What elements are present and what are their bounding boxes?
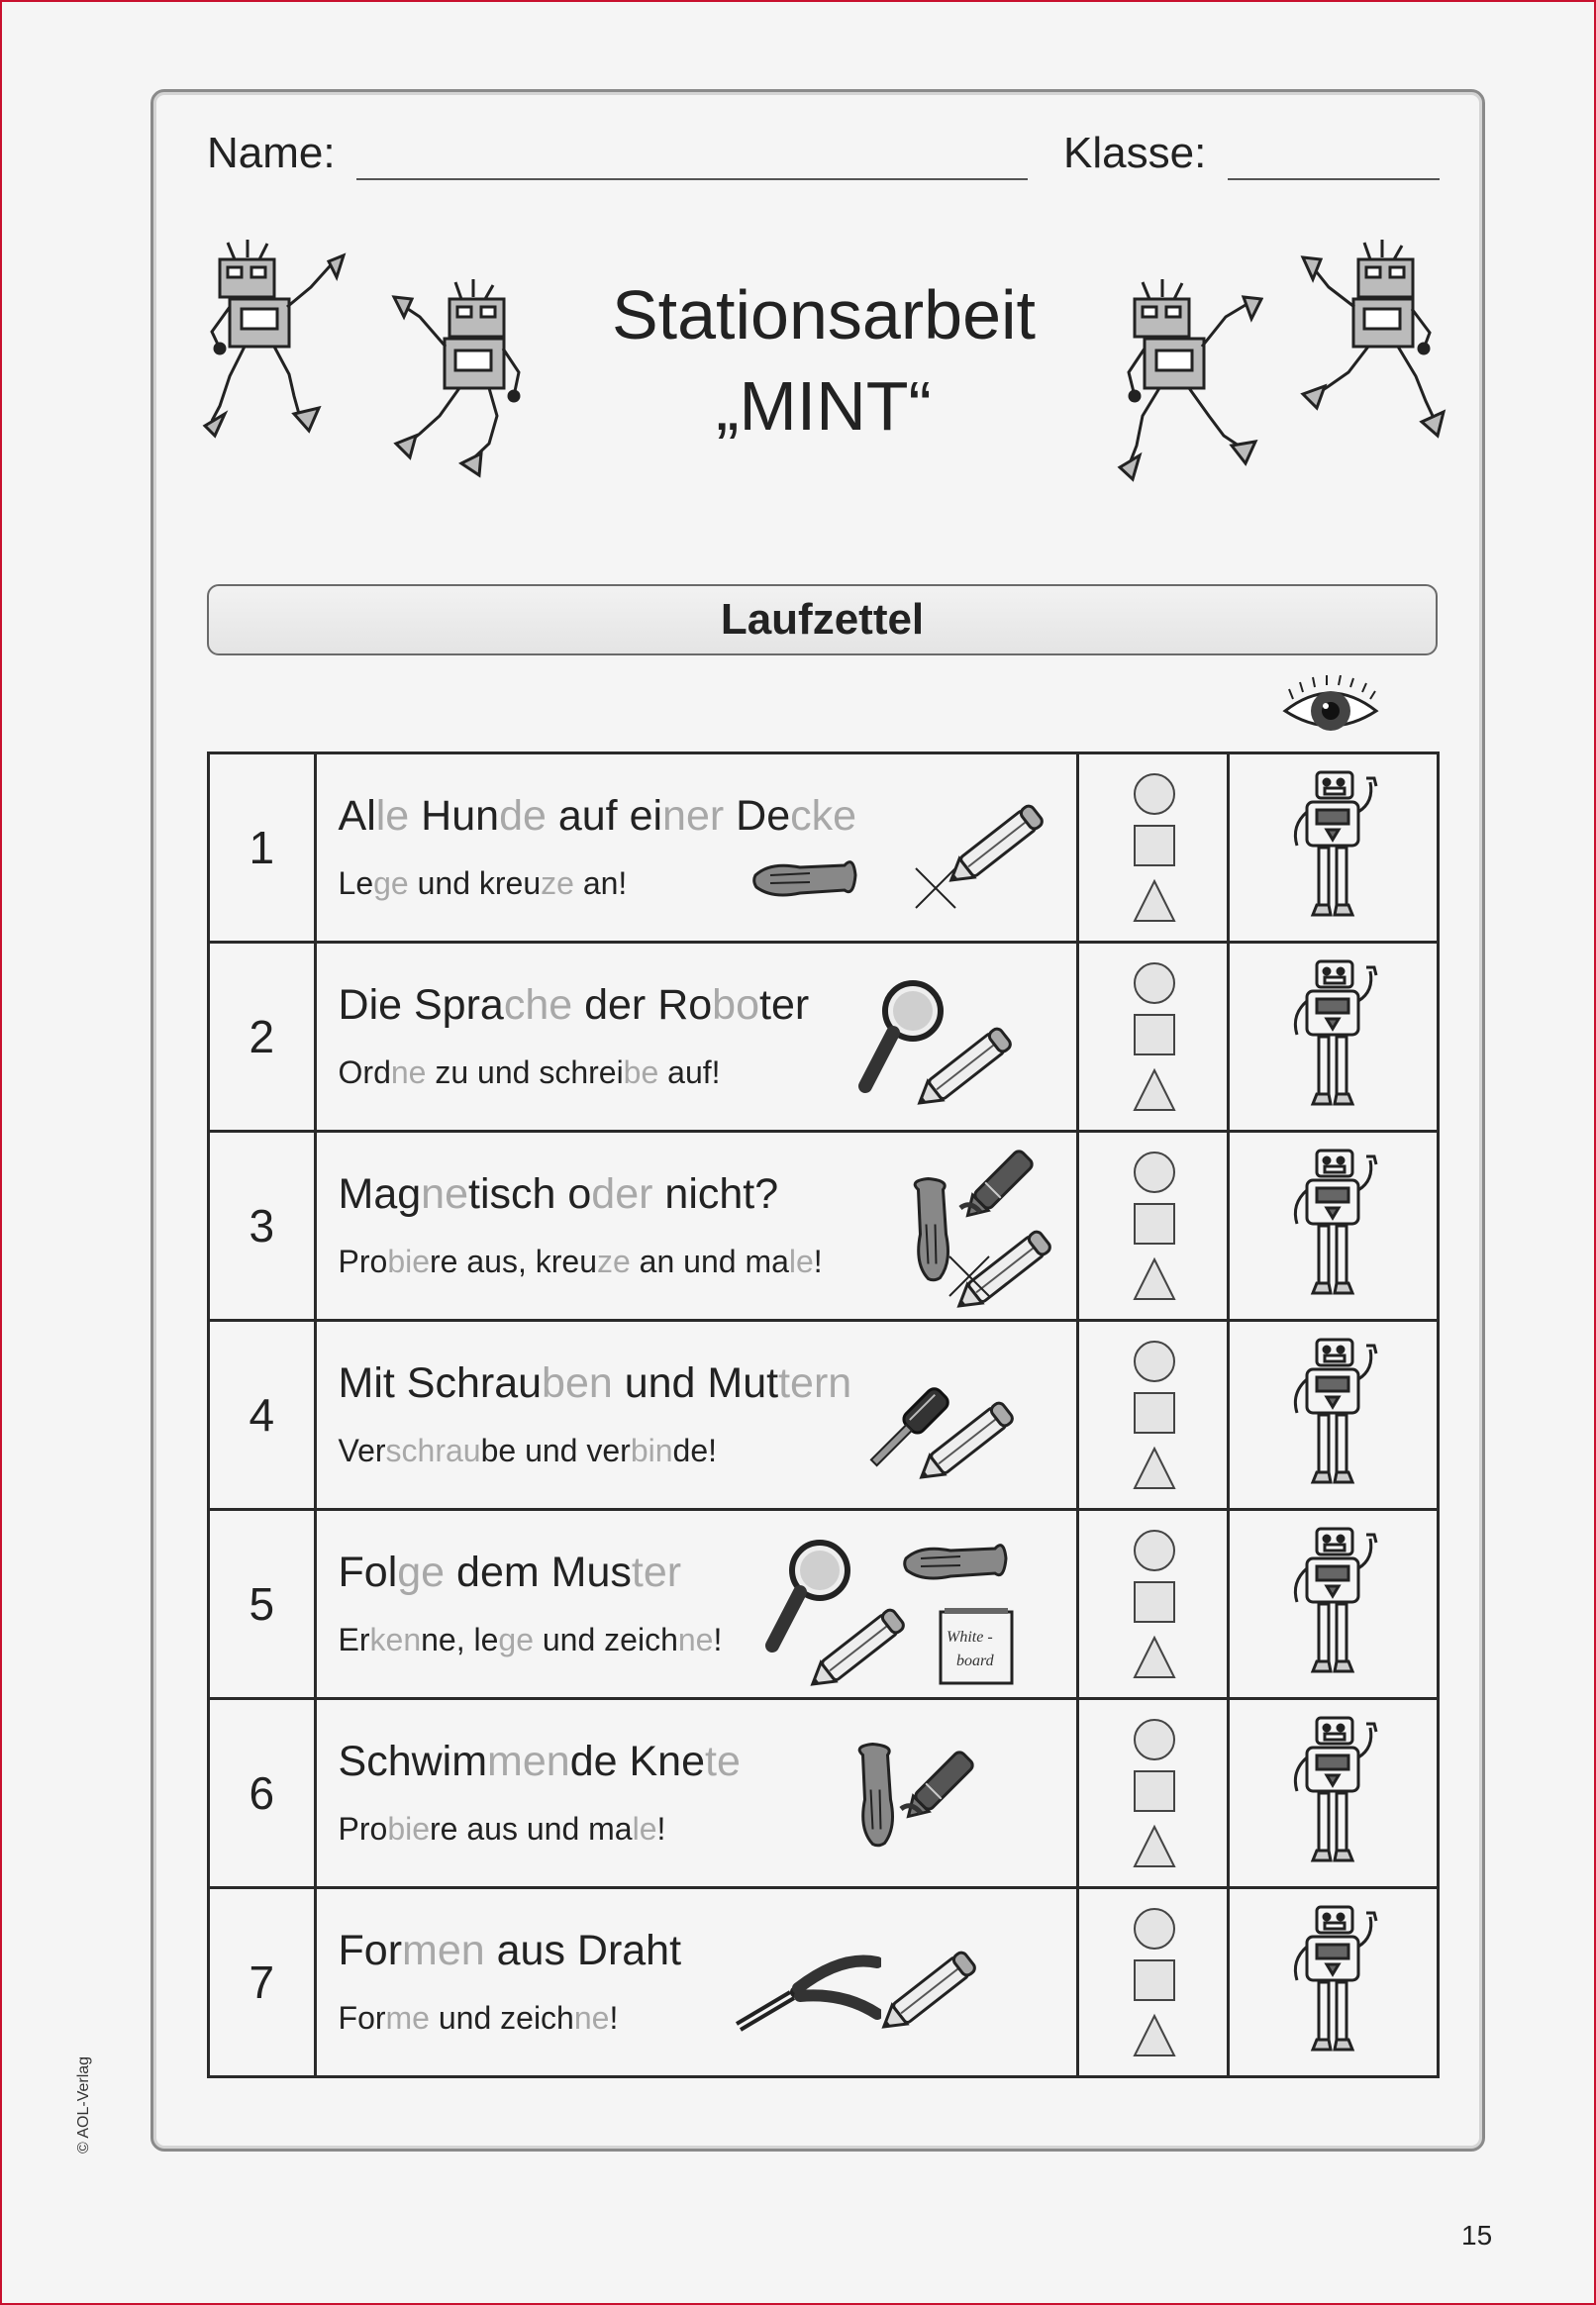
instruction-syllable: re aus, kreu bbox=[430, 1244, 597, 1279]
instruction-syllable: zu und schrei bbox=[426, 1054, 624, 1090]
instruction-syllable: ne bbox=[390, 1054, 427, 1090]
table-row bbox=[209, 753, 1439, 943]
station-table bbox=[207, 752, 1440, 2078]
instruction-syllable: For bbox=[338, 2000, 386, 2036]
robot-check-cell[interactable] bbox=[1228, 1699, 1438, 1888]
robot-check-cell[interactable] bbox=[1228, 1321, 1438, 1510]
rating-shapes bbox=[1078, 1321, 1229, 1510]
robot-check-cell[interactable] bbox=[1228, 943, 1438, 1132]
instruction-syllable: ne, le bbox=[421, 1622, 499, 1657]
title-syllable: Hun bbox=[409, 792, 500, 840]
pencil-icon bbox=[907, 1017, 1026, 1121]
instruction-syllable: auf! bbox=[658, 1054, 721, 1090]
title-syllable: cke bbox=[790, 792, 857, 840]
title-syllable: Al bbox=[338, 792, 376, 840]
class-label: Klasse: bbox=[1063, 129, 1207, 177]
title-syllable: te bbox=[705, 1738, 741, 1785]
station-task bbox=[315, 943, 1078, 1132]
circle-square-triangle-icon[interactable] bbox=[1131, 1340, 1178, 1497]
title-syllable: ner bbox=[662, 792, 725, 840]
station-number: 2 bbox=[209, 943, 316, 1132]
title-syllable: der Ro bbox=[572, 981, 713, 1029]
title-line-1: Stationsarbeit bbox=[611, 276, 1037, 353]
instruction-syllable: ne bbox=[677, 1622, 714, 1657]
dancing-robot-icon bbox=[1299, 238, 1447, 446]
instruction-syllable: ge bbox=[498, 1622, 534, 1657]
title-syllable: auf ei bbox=[546, 792, 663, 840]
robot-icon bbox=[1230, 1523, 1437, 1686]
circle-square-triangle-icon[interactable] bbox=[1131, 961, 1178, 1119]
title-syllable: de bbox=[499, 792, 547, 840]
instruction-syllable: an und ma bbox=[630, 1244, 789, 1279]
crayon-icon bbox=[891, 1740, 990, 1834]
pencil-icon bbox=[871, 1941, 990, 2045]
instruction-syllable: ken bbox=[369, 1622, 422, 1657]
section-banner: Laufzettel bbox=[207, 584, 1438, 655]
instruction-syllable: Ord bbox=[338, 1054, 391, 1090]
instruction-syllable: re aus und ma bbox=[430, 1811, 633, 1847]
dancing-robot-icon bbox=[200, 238, 349, 446]
eye-icon bbox=[1281, 675, 1380, 741]
title-syllable: ge bbox=[397, 1549, 446, 1596]
name-field[interactable] bbox=[356, 178, 1028, 180]
instruction-syllable: und kreu bbox=[408, 865, 542, 901]
pencil-icon bbox=[909, 1391, 1028, 1495]
title-line-2: „MINT“ bbox=[716, 367, 932, 445]
instruction-syllable: me bbox=[385, 2000, 430, 2036]
station-title bbox=[339, 1359, 852, 1408]
station-number: 1 bbox=[209, 753, 316, 943]
circle-square-triangle-icon[interactable] bbox=[1131, 1718, 1178, 1875]
instruction-syllable: Le bbox=[338, 865, 374, 901]
copyright: © AOL-Verlag bbox=[75, 2055, 92, 2154]
title-syllable: Mit Schrau bbox=[338, 1359, 543, 1407]
title-syllable: der bbox=[591, 1170, 653, 1218]
svg-text:board: board bbox=[955, 1653, 994, 1669]
rating-shapes bbox=[1078, 1510, 1229, 1699]
instruction-syllable: de! bbox=[672, 1433, 717, 1468]
instruction-syllable: be und ver bbox=[480, 1433, 631, 1468]
robot-icon bbox=[1230, 1901, 1437, 2064]
station-task bbox=[315, 1888, 1078, 2077]
instruction-syllable: bie bbox=[387, 1244, 431, 1279]
title-syllable: de Kne bbox=[569, 1738, 705, 1785]
instruction-syllable: ! bbox=[656, 1811, 666, 1847]
svg-text:White -: White - bbox=[946, 1629, 993, 1646]
instruction-syllable: be bbox=[623, 1054, 659, 1090]
robot-icon bbox=[1230, 1712, 1437, 1875]
title-syllable: De bbox=[724, 792, 791, 840]
station-task bbox=[315, 1321, 1078, 1510]
station-task bbox=[315, 753, 1078, 943]
rating-shapes bbox=[1078, 1888, 1229, 2077]
title-syllable: ben bbox=[542, 1359, 613, 1407]
title-syllable: und Mut bbox=[612, 1359, 779, 1407]
station-task bbox=[315, 1699, 1078, 1888]
rating-shapes bbox=[1078, 1132, 1229, 1321]
rating-shapes bbox=[1078, 943, 1229, 1132]
table-row bbox=[209, 1699, 1439, 1888]
circle-square-triangle-icon[interactable] bbox=[1131, 1529, 1178, 1686]
title-syllable: ter bbox=[631, 1549, 682, 1596]
title-syllable: le bbox=[375, 792, 410, 840]
title-syllable: men bbox=[487, 1738, 570, 1785]
circle-square-triangle-icon[interactable] bbox=[1131, 1907, 1178, 2064]
table-row bbox=[209, 943, 1439, 1132]
robot-icon bbox=[1230, 955, 1437, 1119]
table-row bbox=[209, 1510, 1439, 1699]
table-row bbox=[209, 1321, 1439, 1510]
robot-check-cell[interactable] bbox=[1228, 1132, 1438, 1321]
title-syllable: ne bbox=[421, 1170, 469, 1218]
pencil-icon bbox=[939, 794, 1057, 898]
instruction-syllable: an! bbox=[573, 865, 628, 901]
rating-shapes bbox=[1078, 1699, 1229, 1888]
class-field[interactable] bbox=[1228, 178, 1440, 180]
hand-icon bbox=[901, 1529, 1010, 1603]
station-instruction bbox=[339, 1433, 717, 1469]
instruction-syllable: le bbox=[788, 1244, 814, 1279]
title-syllable: ter bbox=[759, 981, 810, 1029]
table-row bbox=[209, 1888, 1439, 2077]
station-instruction bbox=[339, 1054, 721, 1091]
title-syllable: dem Mus bbox=[445, 1549, 632, 1596]
station-instruction bbox=[339, 1622, 723, 1658]
title-syllable: aus Draht bbox=[484, 1927, 682, 1974]
station-instruction bbox=[339, 865, 628, 902]
station-number: 4 bbox=[209, 1321, 316, 1510]
name-label: Name: bbox=[207, 129, 336, 177]
pencil-icon bbox=[800, 1598, 919, 1702]
instruction-syllable: le bbox=[632, 1811, 657, 1847]
instruction-syllable: Er bbox=[338, 1622, 370, 1657]
instruction-syllable: ze bbox=[596, 1244, 631, 1279]
instruction-syllable: ! bbox=[813, 1244, 823, 1279]
station-instruction bbox=[339, 2000, 619, 2037]
station-instruction bbox=[339, 1811, 666, 1848]
table-row bbox=[209, 1132, 1439, 1321]
page-title bbox=[556, 269, 1091, 451]
title-syllable: tisch o bbox=[468, 1170, 592, 1218]
title-syllable: Die Spra bbox=[338, 981, 504, 1029]
instruction-syllable: und zeich bbox=[429, 2000, 574, 2036]
station-title bbox=[339, 1738, 741, 1786]
instruction-syllable: bie bbox=[387, 1811, 431, 1847]
circle-square-triangle-icon[interactable] bbox=[1131, 1151, 1178, 1308]
robot-icon bbox=[1230, 766, 1437, 930]
station-task bbox=[315, 1510, 1078, 1699]
cross-icon bbox=[945, 1252, 994, 1306]
robot-icon bbox=[1230, 1145, 1437, 1308]
whiteboard-icon bbox=[937, 1604, 1016, 1698]
station-instruction bbox=[339, 1244, 823, 1280]
rating-shapes bbox=[1078, 753, 1229, 943]
station-number: 3 bbox=[209, 1132, 316, 1321]
title-syllable: tern bbox=[778, 1359, 852, 1407]
page-number: 15 bbox=[1461, 2220, 1493, 2251]
instruction-syllable: ne bbox=[573, 2000, 610, 2036]
station-title bbox=[339, 792, 857, 841]
station-title bbox=[339, 981, 810, 1030]
robot-check-cell[interactable] bbox=[1228, 1888, 1438, 2077]
instruction-syllable: schrau bbox=[385, 1433, 481, 1468]
instruction-syllable: ! bbox=[713, 1622, 723, 1657]
station-number: 6 bbox=[209, 1699, 316, 1888]
instruction-syllable: Pro bbox=[338, 1811, 388, 1847]
title-syllable: che bbox=[503, 981, 573, 1029]
title-syllable: nicht? bbox=[652, 1170, 779, 1218]
circle-square-triangle-icon[interactable] bbox=[1131, 772, 1178, 930]
instruction-syllable: ! bbox=[609, 2000, 619, 2036]
dancing-robot-icon bbox=[390, 277, 539, 485]
title-syllable: Schwim bbox=[338, 1738, 488, 1785]
title-syllable: bo bbox=[712, 981, 760, 1029]
station-task bbox=[315, 1132, 1078, 1321]
instruction-syllable: Pro bbox=[338, 1244, 388, 1279]
instruction-syllable: ge bbox=[373, 865, 409, 901]
title-syllable: Mag bbox=[338, 1170, 422, 1218]
station-title bbox=[339, 1170, 779, 1219]
station-title bbox=[339, 1927, 682, 1975]
station-title bbox=[339, 1549, 682, 1597]
instruction-syllable: und zeich bbox=[533, 1622, 678, 1657]
dancing-robot-icon bbox=[1115, 277, 1263, 485]
robot-check-cell[interactable] bbox=[1228, 1510, 1438, 1699]
title-syllable: For bbox=[338, 1927, 403, 1974]
title-syllable: Fol bbox=[338, 1549, 398, 1596]
station-number: 7 bbox=[209, 1888, 316, 2077]
robot-check-cell[interactable] bbox=[1228, 753, 1438, 943]
pliers-icon bbox=[733, 1945, 881, 2039]
instruction-syllable: ze bbox=[541, 865, 574, 901]
crayon-icon bbox=[950, 1139, 1049, 1233]
instruction-syllable: Ver bbox=[338, 1433, 386, 1468]
instruction-syllable: bin bbox=[630, 1433, 673, 1468]
station-number: 5 bbox=[209, 1510, 316, 1699]
robot-icon bbox=[1230, 1334, 1437, 1497]
title-syllable: men bbox=[402, 1927, 485, 1974]
hand-icon bbox=[750, 846, 859, 920]
